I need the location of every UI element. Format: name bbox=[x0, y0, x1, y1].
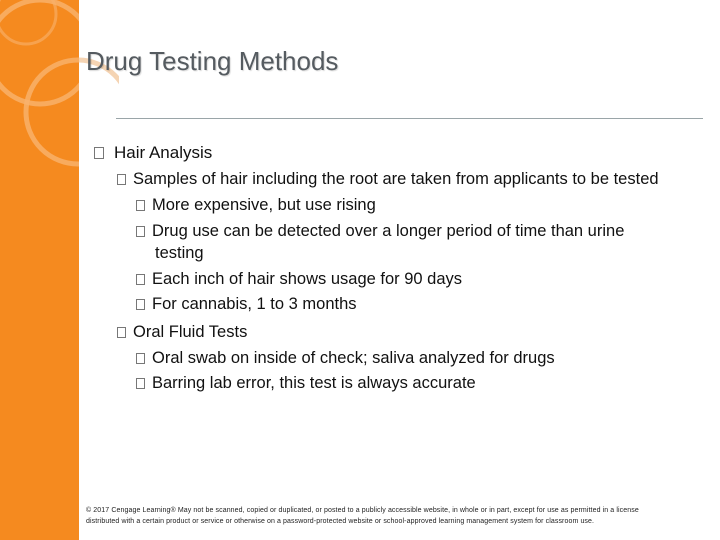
bullet-oral-swab bbox=[136, 349, 555, 368]
bullet-hair-analysis bbox=[94, 143, 212, 163]
bullet-box-icon bbox=[136, 378, 145, 389]
bullet-text: Each inch of hair shows usage for 90 days bbox=[152, 270, 463, 288]
footer-line-2: distributed with a certain product or service or otherwise on a password-protected website or school-approved learning management system for classroom use. bbox=[86, 517, 595, 525]
bullet-box-icon bbox=[94, 147, 104, 159]
bullet-text: Oral Fluid Tests bbox=[133, 323, 248, 341]
bullet-hair-samples bbox=[117, 170, 659, 189]
bullet-cannabis bbox=[136, 295, 357, 314]
bullet-box-icon bbox=[117, 327, 126, 338]
bullet-text: testing bbox=[155, 244, 204, 262]
bullet-text: Drug use can be detected over a longer period of time than urine bbox=[152, 222, 625, 240]
bullet-box-icon bbox=[136, 200, 145, 211]
bullet-text: Barring lab error, this test is always accurate bbox=[152, 374, 476, 392]
bullet-box-icon bbox=[136, 299, 145, 310]
footer-line-1: © 2017 Cengage Learning® May not be scanned, copied or duplicated, or posted to a publicly accessible website, in whole or in part, except for use as permitted in a license bbox=[86, 507, 639, 514]
bullet-box-icon bbox=[136, 353, 145, 364]
bullet-box-icon bbox=[136, 274, 145, 285]
slide-title: Drug Testing Methods bbox=[86, 46, 339, 76]
bullet-box-icon bbox=[136, 226, 145, 237]
bullet-more-expensive bbox=[136, 196, 376, 215]
bullet-oral-fluid bbox=[117, 323, 247, 342]
bullet-detection-period bbox=[136, 222, 624, 241]
bullet-text: Samples of hair including the root are taken from applicants to be tested bbox=[133, 170, 659, 188]
bullet-text: For cannabis, 1 to 3 months bbox=[152, 295, 357, 313]
bullet-text: Hair Analysis bbox=[114, 143, 213, 162]
bullet-text: Oral swab on inside of check; saliva analyzed for drugs bbox=[152, 349, 555, 367]
bullet-lab-error bbox=[136, 374, 476, 393]
bullet-text: More expensive, but use rising bbox=[152, 196, 376, 214]
bullet-detection-period-cont bbox=[155, 244, 204, 263]
bullet-inch-of-hair bbox=[136, 270, 462, 289]
bullet-box-icon bbox=[117, 174, 126, 185]
copyright-footer bbox=[86, 506, 700, 527]
